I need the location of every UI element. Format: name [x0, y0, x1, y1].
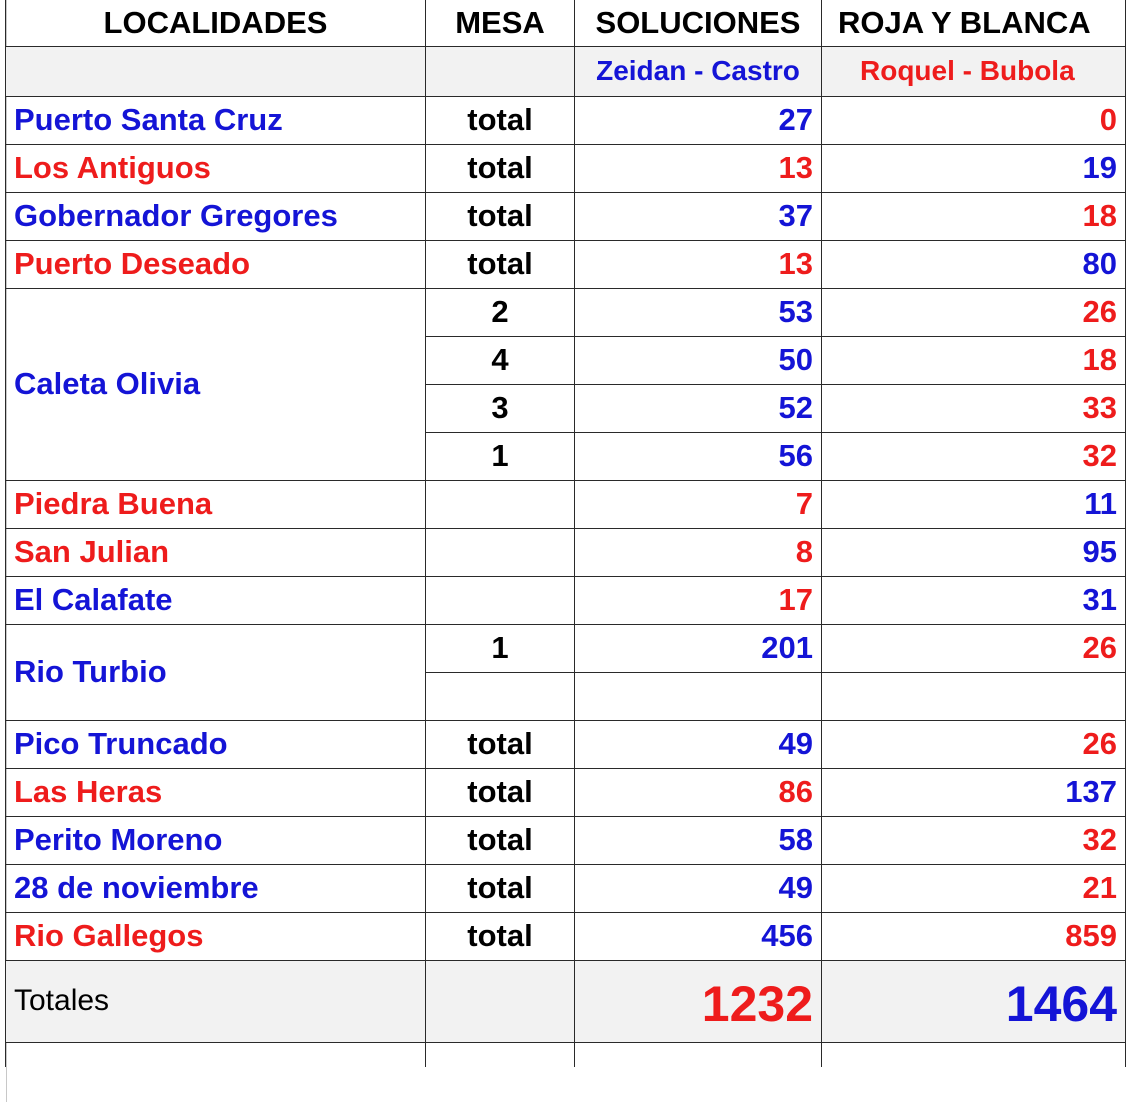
- soluciones-cell[interactable]: 37: [575, 192, 822, 240]
- localidad-cell[interactable]: Las Heras: [6, 768, 426, 816]
- table-row: [6, 528, 1126, 576]
- mesa-cell[interactable]: total: [426, 96, 575, 144]
- mesa-cell[interactable]: total: [426, 864, 575, 912]
- empty-cell[interactable]: [822, 1042, 1126, 1067]
- results-table: [5, 0, 1126, 1067]
- roja-blanca-cell[interactable]: 26: [822, 624, 1126, 672]
- localidad-cell[interactable]: Gobernador Gregores: [6, 192, 426, 240]
- localidad-cell[interactable]: El Calafate: [6, 576, 426, 624]
- mesa-cell[interactable]: total: [426, 912, 575, 960]
- table-row: [6, 288, 1126, 336]
- roja-blanca-cell[interactable]: 33: [822, 384, 1126, 432]
- mesa-cell[interactable]: [426, 672, 575, 720]
- table-row: [6, 240, 1126, 288]
- soluciones-candidates[interactable]: Zeidan - Castro: [575, 46, 822, 96]
- soluciones-cell[interactable]: 86: [575, 768, 822, 816]
- mesa-cell[interactable]: total: [426, 816, 575, 864]
- table-row: [6, 576, 1126, 624]
- totals-row: [6, 960, 1126, 1042]
- localidad-cell[interactable]: San Julian: [6, 528, 426, 576]
- totals-label[interactable]: Totales: [6, 960, 426, 1042]
- mesa-cell[interactable]: 3: [426, 384, 575, 432]
- table-row: [6, 768, 1126, 816]
- localidad-cell[interactable]: Perito Moreno: [6, 816, 426, 864]
- soluciones-cell[interactable]: 27: [575, 96, 822, 144]
- soluciones-cell[interactable]: 13: [575, 144, 822, 192]
- localidad-cell[interactable]: Los Antiguos: [6, 144, 426, 192]
- mesa-cell[interactable]: [426, 576, 575, 624]
- table-row: [6, 624, 1126, 672]
- localidad-cell[interactable]: 28 de noviembre: [6, 864, 426, 912]
- empty-cell[interactable]: [426, 46, 575, 96]
- localidad-cell[interactable]: Puerto Deseado: [6, 240, 426, 288]
- soluciones-cell[interactable]: 456: [575, 912, 822, 960]
- table-row: [6, 864, 1126, 912]
- roja-blanca-candidates[interactable]: Roquel - Bubola: [822, 46, 1126, 96]
- table-row: [6, 912, 1126, 960]
- table-row: [6, 720, 1126, 768]
- empty-cell[interactable]: [426, 1042, 575, 1067]
- roja-blanca-cell[interactable]: 26: [822, 720, 1126, 768]
- soluciones-cell[interactable]: 13: [575, 240, 822, 288]
- table-row: [6, 96, 1126, 144]
- soluciones-cell[interactable]: 58: [575, 816, 822, 864]
- mesa-cell[interactable]: 1: [426, 432, 575, 480]
- soluciones-cell[interactable]: 201: [575, 624, 822, 672]
- roja-blanca-cell[interactable]: 18: [822, 192, 1126, 240]
- table-row: [6, 144, 1126, 192]
- soluciones-cell[interactable]: 49: [575, 720, 822, 768]
- roja-blanca-cell[interactable]: 859: [822, 912, 1126, 960]
- localidad-cell[interactable]: Piedra Buena: [6, 480, 426, 528]
- roja-blanca-cell[interactable]: 18: [822, 336, 1126, 384]
- mesa-cell[interactable]: [426, 480, 575, 528]
- header-mesa[interactable]: MESA: [426, 0, 575, 46]
- roja-blanca-cell[interactable]: [822, 672, 1126, 720]
- roja-blanca-cell[interactable]: 19: [822, 144, 1126, 192]
- total-soluciones[interactable]: 1232: [575, 960, 822, 1042]
- roja-blanca-cell[interactable]: 0: [822, 96, 1126, 144]
- header-roja-y-blanca[interactable]: ROJA Y BLANCA: [822, 0, 1126, 46]
- mesa-cell[interactable]: total: [426, 720, 575, 768]
- soluciones-cell[interactable]: [575, 672, 822, 720]
- roja-blanca-cell[interactable]: 137: [822, 768, 1126, 816]
- localidad-cell[interactable]: Caleta Olivia: [6, 288, 426, 480]
- soluciones-cell[interactable]: 8: [575, 528, 822, 576]
- header-row: [6, 0, 1126, 46]
- header-soluciones[interactable]: SOLUCIONES: [575, 0, 822, 46]
- empty-cell[interactable]: [6, 46, 426, 96]
- table-row: [6, 1042, 1126, 1067]
- localidad-cell[interactable]: Puerto Santa Cruz: [6, 96, 426, 144]
- localidad-cell[interactable]: Rio Gallegos: [6, 912, 426, 960]
- candidates-row: [6, 46, 1126, 96]
- mesa-cell[interactable]: total: [426, 240, 575, 288]
- soluciones-cell[interactable]: 49: [575, 864, 822, 912]
- empty-cell[interactable]: [575, 1042, 822, 1067]
- total-roja-blanca[interactable]: 1464: [822, 960, 1126, 1042]
- mesa-cell[interactable]: 1: [426, 624, 575, 672]
- localidad-cell[interactable]: Rio Turbio: [6, 624, 426, 720]
- roja-blanca-cell[interactable]: 31: [822, 576, 1126, 624]
- table-row: [6, 192, 1126, 240]
- mesa-cell[interactable]: total: [426, 192, 575, 240]
- soluciones-cell[interactable]: 53: [575, 288, 822, 336]
- soluciones-cell[interactable]: 56: [575, 432, 822, 480]
- roja-blanca-cell[interactable]: 32: [822, 816, 1126, 864]
- soluciones-cell[interactable]: 50: [575, 336, 822, 384]
- empty-cell[interactable]: [6, 1042, 426, 1067]
- empty-cell[interactable]: [426, 960, 575, 1042]
- roja-blanca-cell[interactable]: 26: [822, 288, 1126, 336]
- mesa-cell[interactable]: 2: [426, 288, 575, 336]
- header-localidades[interactable]: LOCALIDADES: [6, 0, 426, 46]
- mesa-cell[interactable]: total: [426, 768, 575, 816]
- roja-blanca-cell[interactable]: 32: [822, 432, 1126, 480]
- soluciones-cell[interactable]: 52: [575, 384, 822, 432]
- soluciones-cell[interactable]: 17: [575, 576, 822, 624]
- mesa-cell[interactable]: total: [426, 144, 575, 192]
- mesa-cell[interactable]: 4: [426, 336, 575, 384]
- roja-blanca-cell[interactable]: 95: [822, 528, 1126, 576]
- table-row: [6, 480, 1126, 528]
- soluciones-cell[interactable]: 7: [575, 480, 822, 528]
- roja-blanca-cell[interactable]: 80: [822, 240, 1126, 288]
- roja-blanca-cell[interactable]: 21: [822, 864, 1126, 912]
- localidad-cell[interactable]: Pico Truncado: [6, 720, 426, 768]
- roja-blanca-cell[interactable]: 11: [822, 480, 1126, 528]
- mesa-cell[interactable]: [426, 528, 575, 576]
- table-row: [6, 816, 1126, 864]
